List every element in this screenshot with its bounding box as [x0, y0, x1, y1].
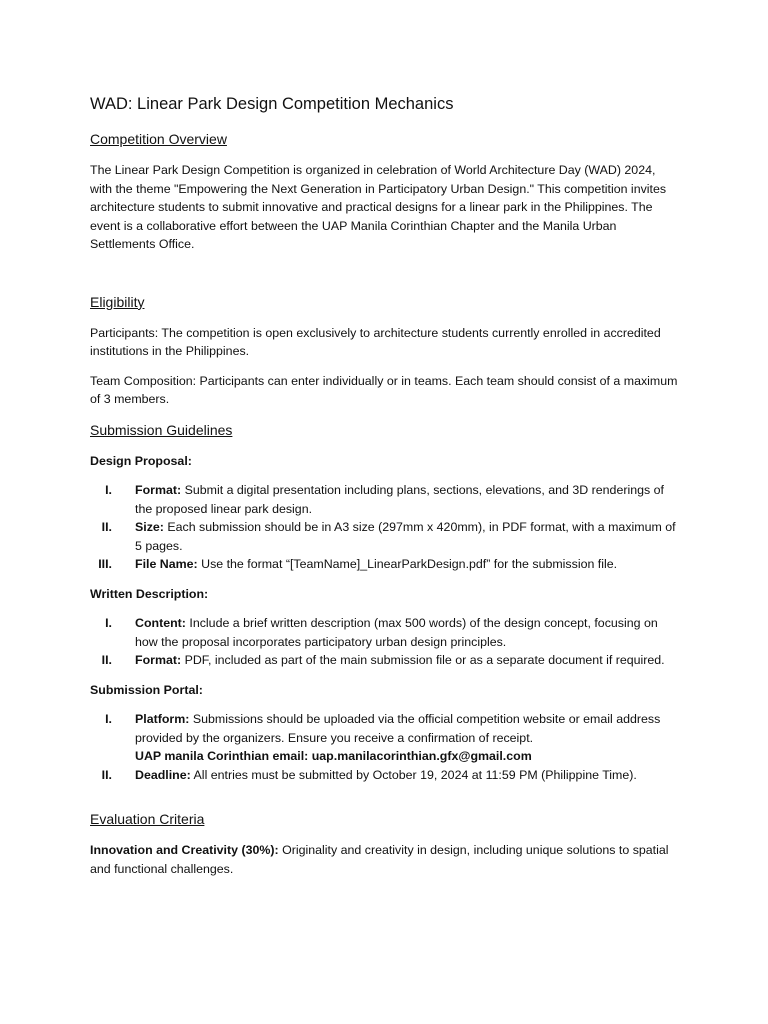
- list-text: Use the format “[TeamName]_LinearParkDesign.pdf” for the submission file.: [201, 557, 618, 571]
- written-description-list: [90, 614, 680, 670]
- eligibility-team: Team Composition: Participants can enter individually or in teams. Each team should consist of a maximum of 3 members.: [90, 373, 678, 406]
- list-number: I.: [105, 483, 112, 497]
- submission-heading: Submission Guidelines: [90, 421, 233, 438]
- list-item: [90, 710, 680, 766]
- list-number: I.: [105, 712, 112, 726]
- list-number: III.: [98, 557, 112, 571]
- overview-heading: Competition Overview: [90, 131, 227, 147]
- criterion-item: [90, 841, 680, 878]
- design-proposal-list: [90, 481, 680, 574]
- list-term: Size:: [135, 520, 164, 534]
- list-number: II.: [101, 767, 112, 782]
- list-text: Include a brief written description (max 500 words) of the design concept, focusing on how the proposal incorporates participatory urban design principles.: [135, 616, 658, 649]
- submission-portal-label: Submission Portal:: [90, 682, 203, 697]
- evaluation-heading: Evaluation Criteria: [90, 811, 205, 827]
- list-text: Submissions should be uploaded via the official competition website or email address provided by the organizers. Ensure you receive a confirmation of receipt.: [135, 712, 661, 745]
- list-text: All entries must be submitted by October 19, 2024 at 11:59 PM (Philippine Time).: [193, 767, 637, 782]
- list-term: File Name:: [135, 557, 198, 571]
- list-term: Format:: [135, 653, 182, 667]
- list-number: II.: [101, 653, 112, 667]
- document-title: WAD: Linear Park Design Competition Mechanics: [90, 95, 454, 113]
- list-item: [90, 766, 680, 785]
- list-text: Submit a digital presentation including plans, sections, elevations, and 3D renderings of the proposed linear park design.: [135, 483, 664, 516]
- list-term: Platform:: [135, 712, 190, 726]
- list-term: Format:: [135, 483, 182, 497]
- eligibility-participants: Participants: The competition is open exclusively to architecture students currently enrolled in accredited institutions in the Philippines.: [90, 325, 661, 358]
- contact-email: UAP manila Corinthian email: uap.manilacorinthian.gfx@gmail.com: [135, 749, 532, 763]
- list-item: [90, 481, 680, 518]
- design-proposal-label: Design Proposal:: [90, 453, 192, 468]
- list-number: I.: [105, 616, 112, 630]
- list-item: [90, 651, 680, 670]
- list-number: II.: [101, 520, 112, 534]
- list-text: PDF, included as part of the main submission file or as a separate document if required.: [184, 653, 665, 667]
- submission-portal-list: [90, 710, 680, 784]
- list-item: [90, 555, 680, 574]
- criterion-term: Innovation and Creativity (30%):: [90, 843, 279, 857]
- list-item: [90, 518, 680, 555]
- list-term: Content:: [135, 616, 186, 630]
- list-text: Each submission should be in A3 size (297mm x 420mm), in PDF format, with a maximum of 5 pages.: [135, 520, 676, 553]
- criterion-text: Originality and creativity in design, including unique solutions to spatial and functional challenges.: [90, 843, 669, 876]
- overview-text: The Linear Park Design Competition is organized in celebration of World Architecture Day (WAD) 2024, with the theme "Empowering the Next Generation in Participatory Urban Design." This competition invites architecture students to submit innovative and practical designs for a linear park in the Philippines. The event is a collaborative effort between the UAP Manila Corinthian Chapter and the Manila Urban Settlements Office.: [90, 163, 667, 251]
- written-description-label: Written Description:: [90, 586, 209, 601]
- list-term: Deadline:: [135, 767, 191, 782]
- list-item: [90, 614, 680, 651]
- eligibility-heading: Eligibility: [90, 293, 145, 310]
